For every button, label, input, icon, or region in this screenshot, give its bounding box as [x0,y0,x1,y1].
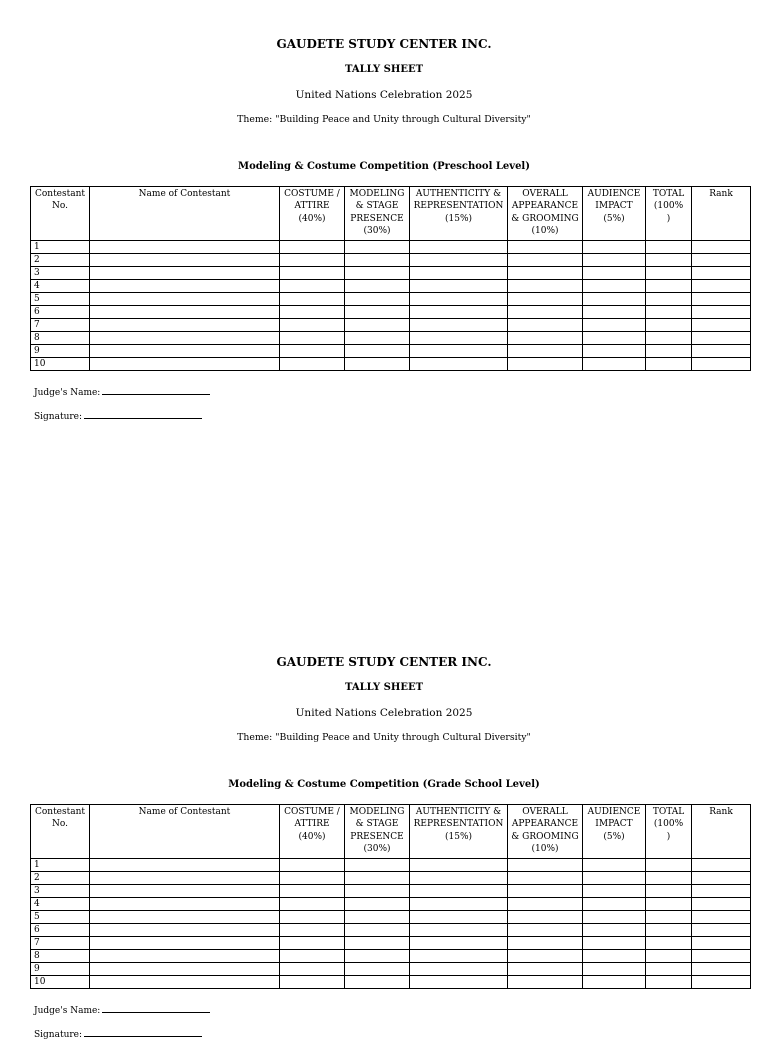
score-cell[interactable] [508,911,583,924]
score-cell[interactable] [90,332,280,345]
score-cell[interactable] [646,358,692,371]
score-cell[interactable] [646,267,692,280]
score-cell[interactable] [410,254,508,267]
score-cell[interactable] [583,254,646,267]
score-cell[interactable] [646,319,692,332]
score-cell[interactable] [90,241,280,254]
score-cell[interactable] [646,950,692,963]
score-cell[interactable] [583,280,646,293]
contestant-number: 8 [31,950,90,963]
score-cell[interactable] [90,358,280,371]
contestant-number: 10 [31,358,90,371]
contestant-number: 5 [31,293,90,306]
score-cell[interactable] [345,319,410,332]
table-row [31,319,751,332]
table-row [31,911,751,924]
score-cell[interactable] [646,254,692,267]
sheet-title: TALLY SHEET [344,64,424,75]
table-row [31,267,751,280]
score-cell[interactable] [692,911,751,924]
score-cell[interactable] [90,859,280,872]
column-header: COSTUME / ATTIRE (40%) [280,187,345,241]
score-cell[interactable] [646,898,692,911]
score-cell[interactable] [280,937,345,950]
score-cell[interactable] [90,898,280,911]
score-cell[interactable] [692,319,751,332]
score-cell[interactable] [508,872,583,885]
signature-label: Signature: [34,1030,83,1040]
score-cell[interactable] [90,306,280,319]
score-cell[interactable] [90,872,280,885]
column-header: Rank [692,187,751,241]
score-cell[interactable] [692,241,751,254]
score-cell[interactable] [410,898,508,911]
score-cell[interactable] [646,306,692,319]
score-cell[interactable] [646,924,692,937]
column-header: AUDIENCE IMPACT (5%) [583,805,646,859]
score-cell[interactable] [583,950,646,963]
contestant-number: 9 [31,963,90,976]
score-cell[interactable] [583,319,646,332]
table-header-row [31,805,751,859]
score-cell[interactable] [692,293,751,306]
contestant-number: 4 [31,280,90,293]
score-cell[interactable] [508,963,583,976]
score-cell[interactable] [280,963,345,976]
score-cell[interactable] [280,898,345,911]
table-row [31,293,751,306]
competition-title: Modeling & Costume Competition (Preschool Level) [238,161,530,172]
contestant-number: 1 [31,859,90,872]
judge-name-label: Judge's Name: [34,1006,101,1016]
contestant-number: 3 [31,885,90,898]
score-cell[interactable] [90,280,280,293]
score-cell[interactable] [410,241,508,254]
score-cell[interactable] [90,885,280,898]
score-cell[interactable] [345,358,410,371]
score-cell[interactable] [646,345,692,358]
score-cell[interactable] [692,950,751,963]
score-cell[interactable] [508,306,583,319]
score-cell[interactable] [280,358,345,371]
score-cell[interactable] [583,937,646,950]
table-row [31,241,751,254]
tally-table [30,804,751,989]
competition-title: Modeling & Costume Competition (Grade School Level) [228,779,540,790]
score-cell[interactable] [90,924,280,937]
signature-line [34,410,202,423]
score-cell[interactable] [508,885,583,898]
column-header: AUDIENCE IMPACT (5%) [583,187,646,241]
event-theme: Theme: "Building Peace and Unity through Cultural Diversity" [237,732,531,743]
score-cell[interactable] [345,859,410,872]
table-row [31,254,751,267]
column-header: TOTAL (100% ) [646,187,692,241]
table-row [31,306,751,319]
score-cell[interactable] [692,872,751,885]
score-cell[interactable] [90,976,280,989]
score-cell[interactable] [90,319,280,332]
score-cell[interactable] [410,358,508,371]
column-header: OVERALL APPEARANCE & GROOMING (10%) [508,187,583,241]
event-theme: Theme: "Building Peace and Unity through Cultural Diversity" [237,114,531,125]
score-cell[interactable] [345,885,410,898]
score-cell[interactable] [410,280,508,293]
score-cell[interactable] [345,293,410,306]
table-row [31,885,751,898]
score-cell[interactable] [692,885,751,898]
signature-blank[interactable] [84,1028,202,1037]
score-cell[interactable] [345,267,410,280]
score-cell[interactable] [280,332,345,345]
score-cell[interactable] [583,345,646,358]
score-cell[interactable] [508,898,583,911]
score-cell[interactable] [508,950,583,963]
score-cell[interactable] [646,963,692,976]
score-cell[interactable] [508,976,583,989]
score-cell[interactable] [345,241,410,254]
score-cell[interactable] [345,280,410,293]
table-row [31,898,751,911]
score-cell[interactable] [280,345,345,358]
score-cell[interactable] [646,332,692,345]
score-cell[interactable] [692,332,751,345]
score-cell[interactable] [280,254,345,267]
score-cell[interactable] [692,976,751,989]
score-cell[interactable] [583,924,646,937]
score-cell[interactable] [345,950,410,963]
score-cell[interactable] [583,306,646,319]
table-row [31,280,751,293]
score-cell[interactable] [345,306,410,319]
column-header: Name of Contestant [90,805,280,859]
contestant-number: 7 [31,937,90,950]
score-cell[interactable] [646,280,692,293]
score-cell[interactable] [583,241,646,254]
score-cell[interactable] [90,950,280,963]
event-name: United Nations Celebration 2025 [295,89,473,101]
table-body [31,859,751,989]
score-cell[interactable] [583,358,646,371]
score-cell[interactable] [345,976,410,989]
score-cell[interactable] [280,911,345,924]
score-cell[interactable] [508,267,583,280]
score-cell[interactable] [345,872,410,885]
score-cell[interactable] [646,911,692,924]
score-cell[interactable] [345,345,410,358]
contestant-number: 8 [31,332,90,345]
score-cell[interactable] [410,345,508,358]
score-cell[interactable] [410,924,508,937]
score-cell[interactable] [508,345,583,358]
contestant-number: 4 [31,898,90,911]
signature-line [34,1028,202,1041]
score-cell[interactable] [410,937,508,950]
score-cell[interactable] [692,358,751,371]
score-cell[interactable] [646,976,692,989]
score-cell[interactable] [280,950,345,963]
score-cell[interactable] [692,963,751,976]
score-cell[interactable] [280,267,345,280]
score-cell[interactable] [410,976,508,989]
score-cell[interactable] [508,280,583,293]
score-cell[interactable] [646,859,692,872]
score-cell[interactable] [508,293,583,306]
column-header: AUTHENTICITY & REPRESENTATION (15%) [410,805,508,859]
score-cell[interactable] [280,872,345,885]
score-cell[interactable] [280,241,345,254]
score-cell[interactable] [692,267,751,280]
column-header: Rank [692,805,751,859]
score-cell[interactable] [646,885,692,898]
score-cell[interactable] [410,267,508,280]
table-body [31,241,751,371]
table-row [31,345,751,358]
table-row [31,950,751,963]
score-cell[interactable] [692,306,751,319]
table-row [31,859,751,872]
score-cell[interactable] [410,332,508,345]
column-header: TOTAL (100% ) [646,805,692,859]
event-name: United Nations Celebration 2025 [295,707,473,719]
score-cell[interactable] [692,859,751,872]
score-cell[interactable] [280,924,345,937]
score-cell[interactable] [692,345,751,358]
score-cell[interactable] [646,872,692,885]
table-row [31,358,751,371]
score-cell[interactable] [410,319,508,332]
judge-name-line [34,386,210,399]
column-header: Name of Contestant [90,187,280,241]
signature-blank[interactable] [84,410,202,419]
score-cell[interactable] [90,293,280,306]
column-header: Contestant No. [31,187,90,241]
score-cell[interactable] [345,937,410,950]
column-header: COSTUME / ATTIRE (40%) [280,805,345,859]
contestant-number: 6 [31,924,90,937]
score-cell[interactable] [90,911,280,924]
score-cell[interactable] [410,859,508,872]
table-row [31,872,751,885]
contestant-number: 2 [31,872,90,885]
judge-name-blank[interactable] [102,1004,210,1013]
score-cell[interactable] [280,885,345,898]
column-header: Contestant No. [31,805,90,859]
column-header: OVERALL APPEARANCE & GROOMING (10%) [508,805,583,859]
score-cell[interactable] [583,898,646,911]
table-header-row [31,187,751,241]
score-cell[interactable] [508,319,583,332]
score-cell[interactable] [583,332,646,345]
organization-name: GAUDETE STUDY CENTER INC. [276,655,492,669]
score-cell[interactable] [90,963,280,976]
score-cell[interactable] [508,332,583,345]
score-cell[interactable] [508,924,583,937]
score-cell[interactable] [692,924,751,937]
score-cell[interactable] [508,254,583,267]
score-cell[interactable] [583,293,646,306]
score-cell[interactable] [410,872,508,885]
score-cell[interactable] [508,937,583,950]
contestant-number: 1 [31,241,90,254]
score-cell[interactable] [345,254,410,267]
score-cell[interactable] [410,306,508,319]
score-cell[interactable] [280,859,345,872]
score-cell[interactable] [583,963,646,976]
organization-name: GAUDETE STUDY CENTER INC. [276,37,492,51]
judge-name-blank[interactable] [102,386,210,395]
score-cell[interactable] [692,898,751,911]
contestant-number: 3 [31,267,90,280]
score-cell[interactable] [508,358,583,371]
contestant-number: 10 [31,976,90,989]
score-cell[interactable] [345,332,410,345]
score-cell[interactable] [583,885,646,898]
score-cell[interactable] [90,345,280,358]
table-row [31,937,751,950]
contestant-number: 2 [31,254,90,267]
signature-label: Signature: [34,412,83,422]
score-cell[interactable] [508,241,583,254]
score-cell[interactable] [345,924,410,937]
score-cell[interactable] [90,937,280,950]
score-cell[interactable] [646,293,692,306]
judge-name-label: Judge's Name: [34,388,101,398]
score-cell[interactable] [410,963,508,976]
score-cell[interactable] [280,280,345,293]
score-cell[interactable] [345,963,410,976]
score-cell[interactable] [508,859,583,872]
table-row [31,924,751,937]
sheet-title: TALLY SHEET [344,682,424,693]
score-cell[interactable] [90,267,280,280]
table-row [31,963,751,976]
score-cell[interactable] [345,898,410,911]
score-cell[interactable] [692,254,751,267]
column-header: AUTHENTICITY & REPRESENTATION (15%) [410,187,508,241]
score-cell[interactable] [583,872,646,885]
score-cell[interactable] [410,950,508,963]
tally-table [30,186,751,371]
contestant-number: 7 [31,319,90,332]
score-cell[interactable] [345,911,410,924]
score-cell[interactable] [90,254,280,267]
contestant-number: 5 [31,911,90,924]
score-cell[interactable] [692,937,751,950]
score-cell[interactable] [410,885,508,898]
score-cell[interactable] [646,937,692,950]
score-cell[interactable] [646,241,692,254]
score-cell[interactable] [410,911,508,924]
score-cell[interactable] [410,293,508,306]
score-cell[interactable] [280,293,345,306]
score-cell[interactable] [583,976,646,989]
judge-name-line [34,1004,210,1017]
score-cell[interactable] [583,267,646,280]
score-cell[interactable] [280,976,345,989]
column-header: MODELING & STAGE PRESENCE (30%) [345,187,410,241]
score-cell[interactable] [583,911,646,924]
contestant-number: 6 [31,306,90,319]
score-cell[interactable] [280,306,345,319]
contestant-number: 9 [31,345,90,358]
score-cell[interactable] [692,280,751,293]
table-row [31,332,751,345]
column-header: MODELING & STAGE PRESENCE (30%) [345,805,410,859]
score-cell[interactable] [280,319,345,332]
table-row [31,976,751,989]
score-cell[interactable] [583,859,646,872]
